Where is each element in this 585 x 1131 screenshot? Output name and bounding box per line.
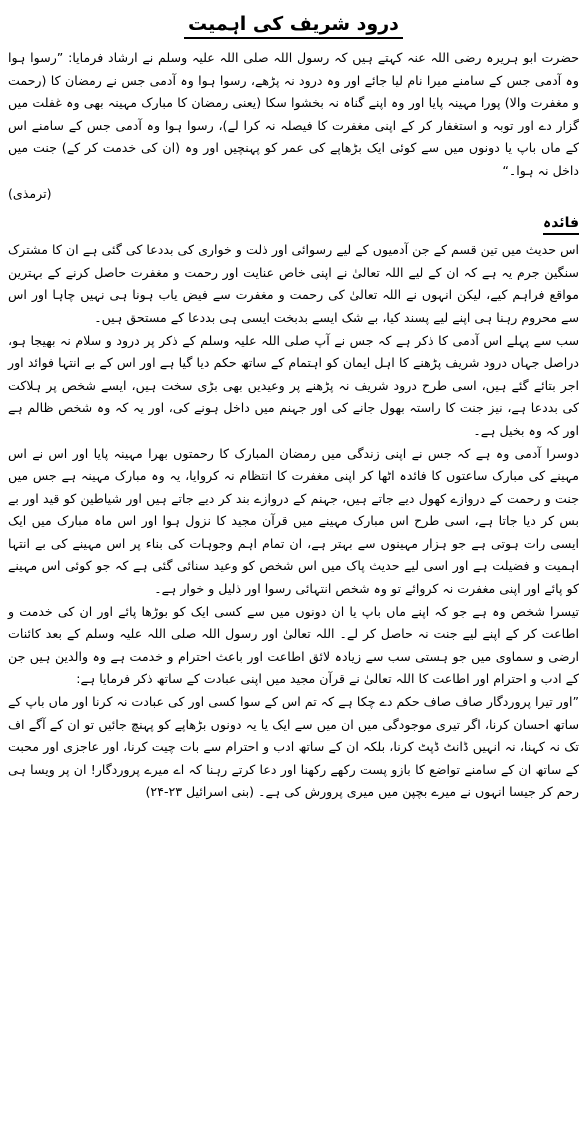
quran-quote: ”اور تیرا پروردگار صاف صاف حکم دے چکا ہے کہ تم اس کے سوا کسی اور کی عبادت نہ کرنا اور ماں باپ کے ساتھ احسان کرنا، اگر تیری موجودگی میں ان میں سے ایک یا یہ دونوں بڑھاپے کو پہنچ جائیں تو ان کے آگے اف تک نہ کہنا، نہ انہیں ڈانٹ ڈپٹ کرنا، بلکہ ان کے ساتھ ادب و احترام سے بات چیت کرنا، اور عاجزی اور محبت کے ساتھ ان کے سامنے تواضع کا بازو پست رکھے رکھنا اور دعا کرتے رہنا کہ اے میرے پروردگار! ان پر ویسا ہی رحم کر جیسا انہوں نے میرے بچپن میں میری پرورش کی ہے۔ (بنی اسرائیل ۲۳-۲۴): [8, 694, 579, 800]
paragraph-1: اس حدیث میں تین قسم کے جن آدمیوں کے لیے رسوائی اور ذلت و خواری کی بددعا کی گئی ہے ان کا مشترک سنگین جرم یہ ہے کہ ان کے لیے اللہ تعالیٰ نے اپنی خاص عنایت اور رحمت و مغفرت حاصل کرنے کے بہترین مواقع فراہم کیے، لیکن انہوں نے اللہ تعالیٰ کی رحمت و مغفرت سے فیض یاب ہونا ہی نہیں چاہا اور اس سے محروم رہنا ہی اپنے لیے پسند کیا، بے شک ایسے بدبخت ایسی ہی بددعا کے مستحق ہیں۔: [8, 242, 579, 325]
paragraph-2: سب سے پہلے اس آدمی کا ذکر ہے کہ جس نے آپ صلی اللہ علیہ وسلم کے ذکر پر درود و سلام نہ بھیجا ہو، دراصل جہاں درود شریف پڑھنے کا اہل ایمان کو اہتمام کے ساتھ حکم دیا گیا ہے اور اس کے بے انتہا فوائد اور اجر بتائے گئے ہیں، اسی طرح درود شریف نہ پڑھنے پر وعیدیں بھی بڑی سخت ہیں، ایسے شخص پر ہلاکت کی بددعا ہے، نیز جنت کا راستہ بھول جانے کی اور جہنم میں داخل ہونے کی، اور یہ کہ وہ شخص ظالم ہے اور کہ وہ بخیل ہے۔: [8, 332, 579, 438]
paragraph-3: دوسرا آدمی وہ ہے کہ جس نے اپنی زندگی میں رمضان المبارک کا رحمتوں بھرا مہینہ پایا اور اس نے اس مہینے کی مبارک ساعتوں کا فائدہ اٹھا کر اپنی مغفرت کا انتظام نہ کروایا، یہ وہ مبارک مہینہ ہے جس میں جنت و رحمت کے دروازے کھول دیے جاتے ہیں، جہنم کے دروازے بند کر دیے جاتے ہیں اور شیاطین کو قید اور بے بس کر دیا جاتا ہے، اسی طرح اس مبارک مہینے میں قرآن مجید کا نزول ہوا اور اس ماہ مبارک میں ایک ایسی رات ہوتی ہے جو ہزار مہینوں سے بہتر ہے، ان تمام اہم وجوہات کی بناء پر اس مہینے کی بے انتہا اہمیت و فضیلت ہے اور اسی لیے حدیث پاک میں اس شخص کو وعید سنائی گئی ہے کہ جو کوئی اس مہینے کو پائے اور اپنی مغفرت نہ کروائے تو وہ شخص انتہائی رسوا اور ذلیل و خوار ہے۔: [8, 445, 579, 597]
hadith-text: حضرت ابو ہریرہ رضی اللہ عنہ کہتے ہیں کہ رسول اللہ صلی اللہ علیہ وسلم نے ارشاد فرمایا: ”رسوا ہوا وہ آدمی جس کے سامنے میرا نام لیا جائے اور وہ درود نہ پڑھے، رسوا ہوا وہ آدمی جس نے رمضان کا (رحمت و مغفرت والا) پورا مہینہ پایا اور وہ اپنے گناہ نہ بخشوا سکا (یعنی رمضان کا مبارک مہینہ بھی وہ غفلت میں گزار دے اور توبہ و استغفار کر کے اپنی مغفرت کا فیصلہ نہ کرا لے)، رسوا ہوا وہ آدمی جس کے سامنے اس کے ماں باپ یا دونوں میں سے کوئی ایک بڑھاپے کی عمر کو پہنچیں اور وہ (ان کی خدمت کر کے) جنت میں داخل نہ ہوا۔“: [8, 50, 579, 178]
title-container: [8, 12, 579, 39]
document-title: درود شریف کی اہمیت: [184, 12, 403, 39]
section-heading: فائدہ: [543, 213, 579, 235]
paragraph-4: تیسرا شخص وہ ہے جو کہ اپنے ماں باپ یا ان دونوں میں سے کسی ایک کو بوڑھا پائے اور ان کی خدمت و اطاعت کر کے اپنے لیے جنت نہ حاصل کر لے۔ اللہ تعالیٰ اور رسول اللہ صلی اللہ علیہ وسلم کے بعد کائنات ارضی و سماوی میں جو ہستی سب سے زیادہ لائق اطاعت اور باعث احترام و خدمت ہے وہ والدین ہیں جن کے ادب و احترام اور اطاعت کا اللہ تعالیٰ نے قرآن مجید میں اپنی عبادت کے ساتھ ذکر فرمایا ہے:: [8, 603, 579, 687]
heading-row: [8, 205, 579, 239]
hadith-source: (ترمذی): [8, 185, 52, 201]
